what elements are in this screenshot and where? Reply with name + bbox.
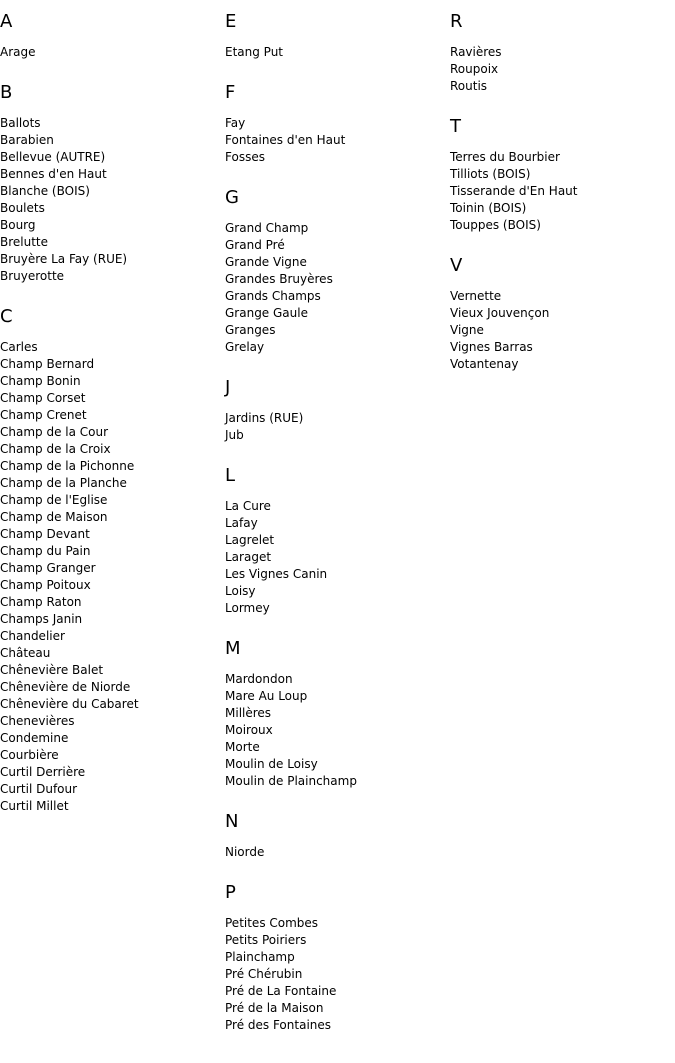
place-link[interactable]: Vieux Jouvençon [450,306,550,320]
letter-section [450,252,670,373]
index-column-3 [450,8,670,373]
place-link[interactable]: Curtil Dufour [0,782,78,796]
place-link[interactable]: Petites Combes [225,916,319,930]
place-link[interactable]: Millères [225,706,272,720]
place-link[interactable]: Petits Poiriers [225,933,307,947]
place-link[interactable]: Chênevière de Niorde [0,680,131,694]
place-link[interactable]: Chênevière Balet [0,663,104,677]
place-link[interactable]: Bruyerotte [0,269,65,283]
letter-section [450,8,670,95]
place-link[interactable]: Touppes (BOIS) [450,218,541,232]
place-link[interactable]: Champ de la Croix [0,442,111,456]
place-link[interactable]: Chênevière du Cabaret [0,697,139,711]
place-list [0,339,220,815]
place-link[interactable]: Blanche (BOIS) [0,184,90,198]
place-link[interactable]: Champ Devant [0,527,90,541]
place-link[interactable]: Bourg [0,218,36,232]
place-link[interactable]: Tilliots (BOIS) [450,167,531,181]
place-link[interactable]: Laraget [225,550,272,564]
place-link[interactable]: Terres du Bourbier [450,150,560,164]
place-list [225,671,445,790]
place-list [450,288,670,373]
place-link[interactable]: Champ Crenet [0,408,87,422]
place-list [450,149,670,234]
letter-heading: E [225,11,237,32]
place-link[interactable]: Brelutte [0,235,49,249]
place-list [225,844,445,861]
letter-heading: F [225,82,236,103]
place-link[interactable]: Morte [225,740,260,754]
place-link[interactable]: Routis [450,79,488,93]
place-link[interactable]: Etang Put [225,45,284,59]
place-link[interactable]: Champ de la Cour [0,425,109,439]
place-link[interactable]: Curtil Millet [0,799,69,813]
place-link[interactable]: Grange Gaule [225,306,308,320]
place-link[interactable]: Château [0,646,51,660]
place-link[interactable]: Pré de la Maison [225,1001,324,1015]
place-link[interactable]: Arage [0,45,36,59]
place-link[interactable]: Champ Granger [0,561,96,575]
letter-section [450,113,670,234]
place-list [225,410,445,444]
place-list [225,498,445,617]
place-link[interactable]: Grande Vigne [225,255,307,269]
letter-section [0,79,220,285]
place-link[interactable]: Fontaines d'en Haut [225,133,346,147]
letter-heading: L [225,465,236,486]
place-link[interactable]: Barabien [0,133,54,147]
place-link[interactable]: Champ Bonin [0,374,81,388]
place-list [225,915,445,1034]
place-link[interactable]: Grand Pré [225,238,285,252]
place-link[interactable]: Roupoix [450,62,499,76]
place-link[interactable]: Pré des Fontaines [225,1018,332,1032]
letter-heading: P [225,882,236,903]
place-link[interactable]: Champ Poitoux [0,578,91,592]
place-link[interactable]: Champ de la Pichonne [0,459,135,473]
place-link[interactable]: Lagrelet [225,533,275,547]
letter-section [0,8,220,61]
place-list [450,44,670,95]
place-link[interactable]: Loisy [225,584,256,598]
place-link[interactable]: Courbière [0,748,59,762]
letter-section [225,879,445,1034]
place-link[interactable]: Boulets [0,201,45,215]
letter-heading: J [225,377,231,398]
letter-heading: R [450,11,463,32]
place-link[interactable]: Carles [0,340,38,354]
index-column-1 [0,8,220,815]
place-link[interactable]: Champs Janin [0,612,83,626]
place-link[interactable]: Grand Champ [225,221,309,235]
place-link[interactable]: Chenevières [0,714,75,728]
place-link[interactable]: Grandes Bruyères [225,272,333,286]
place-link[interactable]: Bennes d'en Haut [0,167,107,181]
place-link[interactable]: La Cure [225,499,271,513]
letter-heading: T [450,116,461,137]
place-link[interactable]: Grelay [225,340,265,354]
place-link[interactable]: Bellevue (AUTRE) [0,150,106,164]
place-link[interactable]: Pré de La Fontaine [225,984,337,998]
place-link[interactable]: Champ de la Planche [0,476,127,490]
place-link[interactable]: Tisserande d'En Haut [450,184,578,198]
place-list [225,44,445,61]
letter-heading: N [225,811,239,832]
place-link[interactable]: Votantenay [450,357,519,371]
letter-section [0,303,220,815]
place-link[interactable]: Chandelier [0,629,65,643]
place-link[interactable]: Lafay [225,516,258,530]
letter-heading: C [0,306,13,327]
place-link[interactable]: Vernette [450,289,502,303]
place-link[interactable]: Fay [225,116,246,130]
letter-section [225,374,445,444]
place-link[interactable]: Champ Bernard [0,357,95,371]
place-link[interactable]: Toinin (BOIS) [450,201,527,215]
letter-heading: B [0,82,13,103]
place-link[interactable]: Ravières [450,45,502,59]
place-link[interactable]: Plainchamp [225,950,295,964]
letter-heading: G [225,187,239,208]
place-link[interactable]: Bruyère La Fay (RUE) [0,252,128,266]
place-link[interactable]: Jardins (RUE) [225,411,304,425]
place-link[interactable]: Champ Raton [0,595,82,609]
place-list [0,44,220,61]
letter-section [225,79,445,166]
place-list [225,220,445,356]
letter-section [225,8,445,61]
place-link[interactable]: Mardondon [225,672,293,686]
index-column-2 [225,8,445,1034]
place-link[interactable]: Fosses [225,150,265,164]
place-link[interactable]: Moulin de Loisy [225,757,318,771]
place-link[interactable]: Granges [225,323,276,337]
place-link[interactable]: Lormey [225,601,270,615]
letter-section [225,808,445,861]
place-link[interactable]: Champ de l'Eglise [0,493,108,507]
place-link[interactable]: Ballots [0,116,41,130]
place-link[interactable]: Champ du Pain [0,544,91,558]
place-link[interactable]: Curtil Derrière [0,765,86,779]
letter-section [225,184,445,356]
place-link[interactable]: Champ de Maison [0,510,108,524]
letter-heading: A [0,11,13,32]
place-link[interactable]: Niorde [225,845,265,859]
place-link[interactable]: Pré Chérubin [225,967,303,981]
place-link[interactable]: Grands Champs [225,289,321,303]
place-link[interactable]: Condemine [0,731,69,745]
place-link[interactable]: Vigne [450,323,484,337]
place-link[interactable]: Champ Corset [0,391,86,405]
place-link[interactable]: Moulin de Plainchamp [225,774,357,788]
place-link[interactable]: Moiroux [225,723,273,737]
place-link[interactable]: Vignes Barras [450,340,533,354]
place-list [225,115,445,166]
place-link[interactable]: Mare Au Loup [225,689,308,703]
letter-heading: V [450,255,463,276]
place-link[interactable]: Jub [225,428,244,442]
place-link[interactable]: Les Vignes Canin [225,567,328,581]
letter-heading: M [225,638,241,659]
place-list [0,115,220,285]
letter-section [225,635,445,790]
letter-section [225,462,445,617]
